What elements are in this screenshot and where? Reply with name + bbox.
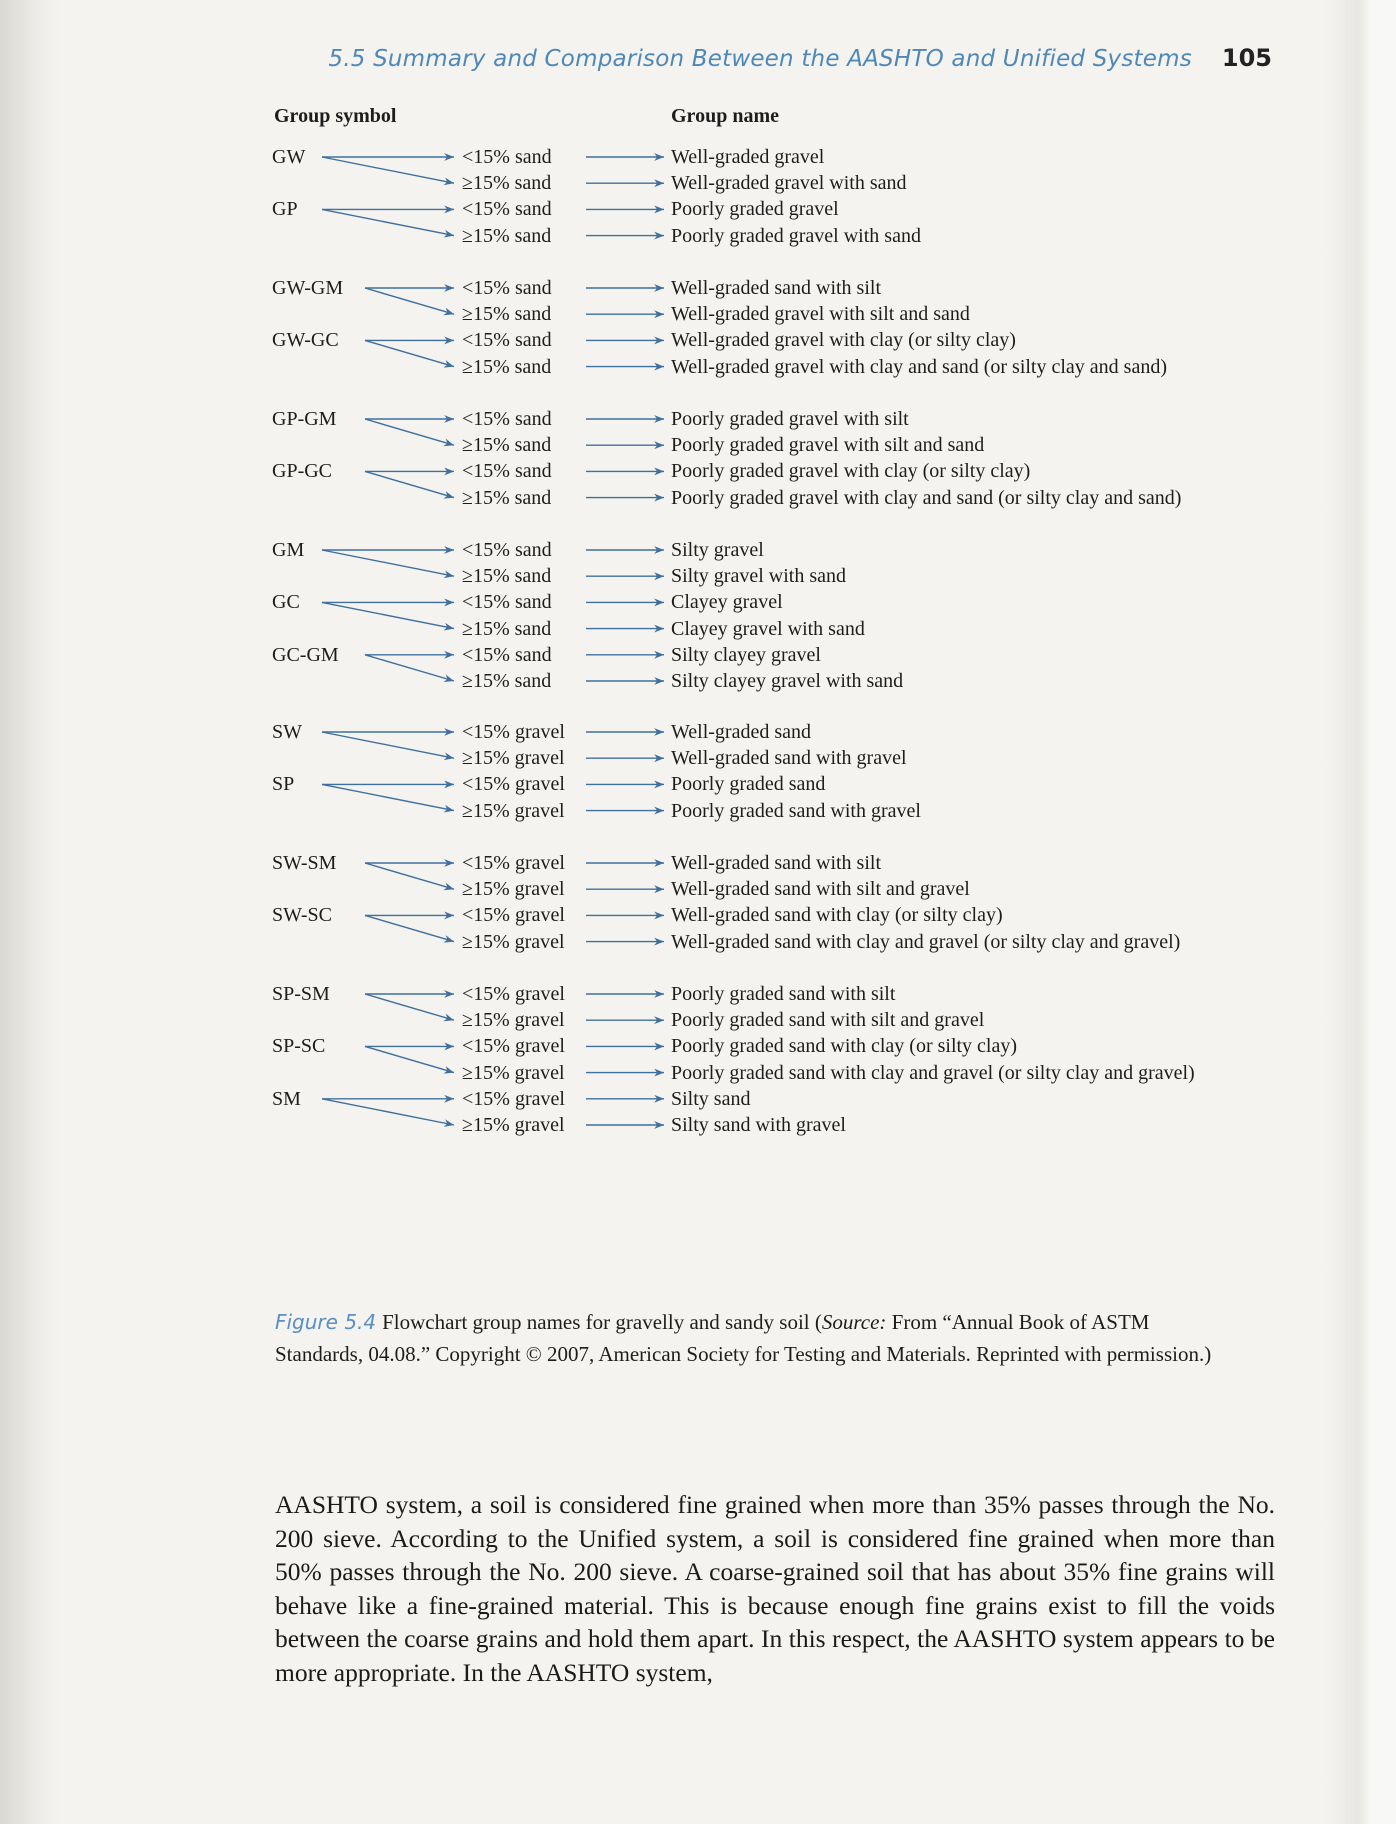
symbol-to-condition-arrow bbox=[365, 419, 454, 445]
symbol-to-condition-arrow bbox=[365, 471, 454, 497]
group-name: Poorly graded gravel with silt and sand bbox=[671, 434, 985, 457]
condition-label: ≥15% sand bbox=[462, 172, 552, 195]
column-header-group-symbol: Group symbol bbox=[274, 105, 397, 127]
symbol-to-condition-arrow bbox=[322, 602, 454, 628]
condition-label: <15% sand bbox=[462, 591, 552, 614]
group-name: Silty gravel with sand bbox=[671, 565, 846, 588]
condition-label: <15% sand bbox=[462, 539, 552, 561]
group-name: Poorly graded sand with clay and gravel (or silty clay and gravel) bbox=[671, 1061, 1195, 1084]
condition-label: <15% gravel bbox=[462, 721, 565, 743]
group-symbol: GP bbox=[272, 198, 298, 221]
group-name: Well-graded sand bbox=[671, 721, 811, 743]
figure-label: Figure 5.4 bbox=[275, 1310, 377, 1334]
symbol-to-condition-arrow bbox=[322, 157, 454, 183]
group-name: Poorly graded sand with silt and gravel bbox=[671, 1009, 985, 1032]
condition-label: <15% gravel bbox=[462, 1087, 565, 1110]
condition-label: ≥15% sand bbox=[462, 565, 552, 588]
group-name: Well-graded sand with clay (or silty clay) bbox=[671, 904, 1003, 927]
group-symbol: GW bbox=[272, 146, 306, 168]
symbol-to-condition-arrow bbox=[322, 550, 454, 576]
group-name: Poorly graded sand bbox=[671, 773, 826, 796]
condition-label: ≥15% sand bbox=[462, 224, 552, 247]
condition-label: <15% sand bbox=[462, 146, 552, 168]
group-symbol: GC-GM bbox=[272, 643, 339, 666]
condition-label: ≥15% sand bbox=[462, 434, 552, 457]
caption-source-word: Source: bbox=[821, 1310, 887, 1334]
group-name: Well-graded gravel with sand bbox=[671, 172, 907, 195]
group-name: Silty clayey gravel bbox=[671, 643, 821, 666]
group-symbol: GP-GC bbox=[272, 460, 333, 483]
group-name: Poorly graded gravel with silt bbox=[671, 408, 909, 430]
group-symbol: GW-GM bbox=[272, 277, 344, 299]
condition-label: ≥15% sand bbox=[462, 486, 552, 509]
group-name: Well-graded gravel with silt and sand bbox=[671, 303, 970, 326]
condition-label: <15% gravel bbox=[462, 852, 565, 874]
body-paragraph: AASHTO system, a soil is considered fine grained when more than 35% passes through the No. 200 sieve. According to the Unified system, a soil is considered fine grained when more than 50% passes through the No. 200 sieve. A coarse-grained soil that has about 35% fine grains will behave like a fine-grained material. This is because enough fine grains exist to fill the voids between the coarse grains and hold them apart. In this respect, the AASHTO system appears to be more appropriate. In the AASHTO system, bbox=[275, 1490, 1275, 1687]
symbol-to-condition-arrow bbox=[322, 732, 454, 758]
group-name: Poorly graded sand with silt bbox=[671, 983, 896, 1005]
symbol-to-condition-arrow bbox=[322, 784, 454, 810]
condition-label: <15% sand bbox=[462, 460, 552, 483]
group-name: Well-graded gravel bbox=[671, 146, 825, 168]
condition-label: <15% sand bbox=[462, 408, 552, 430]
group-symbol: SW-SC bbox=[272, 904, 333, 927]
group-name: Poorly graded sand with clay (or silty clay) bbox=[671, 1035, 1018, 1058]
symbol-to-condition-arrow bbox=[365, 655, 454, 681]
group-name: Clayey gravel with sand bbox=[671, 617, 865, 640]
symbol-to-condition-arrow bbox=[322, 1099, 454, 1125]
condition-label: ≥15% gravel bbox=[462, 1061, 565, 1084]
condition-label: <15% gravel bbox=[462, 1035, 565, 1058]
group-symbol: GP-GM bbox=[272, 408, 337, 430]
running-head bbox=[312, 44, 1272, 80]
condition-label: ≥15% sand bbox=[462, 670, 552, 692]
symbol-to-condition-arrow bbox=[365, 915, 454, 941]
group-symbol: SM bbox=[272, 1087, 301, 1110]
condition-label: ≥15% gravel bbox=[462, 747, 565, 770]
group-name: Well-graded sand with silt bbox=[671, 852, 882, 874]
condition-label: <15% gravel bbox=[462, 773, 565, 796]
symbol-to-condition-arrow bbox=[365, 288, 454, 314]
symbol-to-condition-arrow bbox=[365, 863, 454, 889]
symbol-to-condition-arrow bbox=[322, 209, 454, 235]
group-symbol: GW-GC bbox=[272, 329, 339, 352]
group-name: Poorly graded sand with gravel bbox=[671, 799, 921, 822]
group-symbol: SP-SC bbox=[272, 1035, 326, 1058]
page-edge-shadow bbox=[1326, 0, 1396, 1824]
group-name: Silty clayey gravel with sand bbox=[671, 670, 904, 692]
group-name: Well-graded sand with silt bbox=[671, 277, 882, 299]
group-name: Silty sand with gravel bbox=[671, 1114, 846, 1136]
condition-label: <15% gravel bbox=[462, 904, 565, 927]
condition-label: ≥15% gravel bbox=[462, 1009, 565, 1032]
condition-label: ≥15% gravel bbox=[462, 878, 565, 901]
caption-text-b: From “Annual Book of ASTM Standards, 04.08.” Copyright © 2007, American Society for Testing and Materials. Reprinted with permission.) bbox=[275, 1310, 1212, 1366]
symbol-to-condition-arrow bbox=[365, 1046, 454, 1072]
group-symbol: GC bbox=[272, 591, 300, 614]
condition-label: <15% sand bbox=[462, 198, 552, 221]
group-name: Poorly graded gravel with clay (or silty clay) bbox=[671, 460, 1031, 483]
condition-label: <15% sand bbox=[462, 643, 552, 666]
group-name: Well-graded gravel with clay and sand (or silty clay and sand) bbox=[671, 355, 1167, 378]
group-name: Poorly graded gravel with clay and sand (or silty clay and sand) bbox=[671, 486, 1182, 509]
group-name: Well-graded gravel with clay (or silty clay) bbox=[671, 329, 1016, 352]
group-name: Silty sand bbox=[671, 1087, 751, 1110]
condition-label: ≥15% sand bbox=[462, 355, 552, 378]
condition-label: <15% gravel bbox=[462, 983, 565, 1005]
symbol-to-condition-arrow bbox=[365, 994, 454, 1020]
condition-label: ≥15% sand bbox=[462, 617, 552, 640]
group-symbol: SP-SM bbox=[272, 983, 330, 1005]
group-name: Well-graded sand with gravel bbox=[671, 747, 907, 770]
condition-label: ≥15% gravel bbox=[462, 930, 565, 953]
group-symbol: SW-SM bbox=[272, 852, 337, 874]
group-name: Well-graded sand with silt and gravel bbox=[671, 878, 970, 901]
group-name: Clayey gravel bbox=[671, 591, 783, 614]
page-binding-shadow bbox=[0, 0, 60, 1824]
figure-caption bbox=[275, 1306, 1235, 1370]
group-symbol: SP bbox=[272, 773, 295, 796]
section-title: 5.5 Summary and Comparison Between the AASHTO and Unified Systems bbox=[328, 46, 1192, 72]
group-name: Poorly graded gravel with sand bbox=[671, 224, 921, 247]
column-header-group-name: Group name bbox=[671, 105, 779, 127]
condition-label: ≥15% gravel bbox=[462, 799, 565, 822]
page-number: 105 bbox=[1221, 44, 1272, 72]
group-name: Poorly graded gravel bbox=[671, 198, 839, 221]
condition-label: ≥15% gravel bbox=[462, 1114, 565, 1136]
group-symbol: GM bbox=[272, 539, 305, 561]
caption-text-a: Flowchart group names for gravelly and sandy soil ( bbox=[382, 1310, 822, 1334]
symbol-to-condition-arrow bbox=[365, 340, 454, 366]
condition-label: <15% sand bbox=[462, 277, 552, 299]
condition-label: <15% sand bbox=[462, 329, 552, 352]
group-name: Silty gravel bbox=[671, 539, 764, 561]
group-name: Well-graded sand with clay and gravel (or silty clay and gravel) bbox=[671, 930, 1181, 953]
group-symbol: SW bbox=[272, 721, 302, 743]
condition-label: ≥15% sand bbox=[462, 303, 552, 326]
